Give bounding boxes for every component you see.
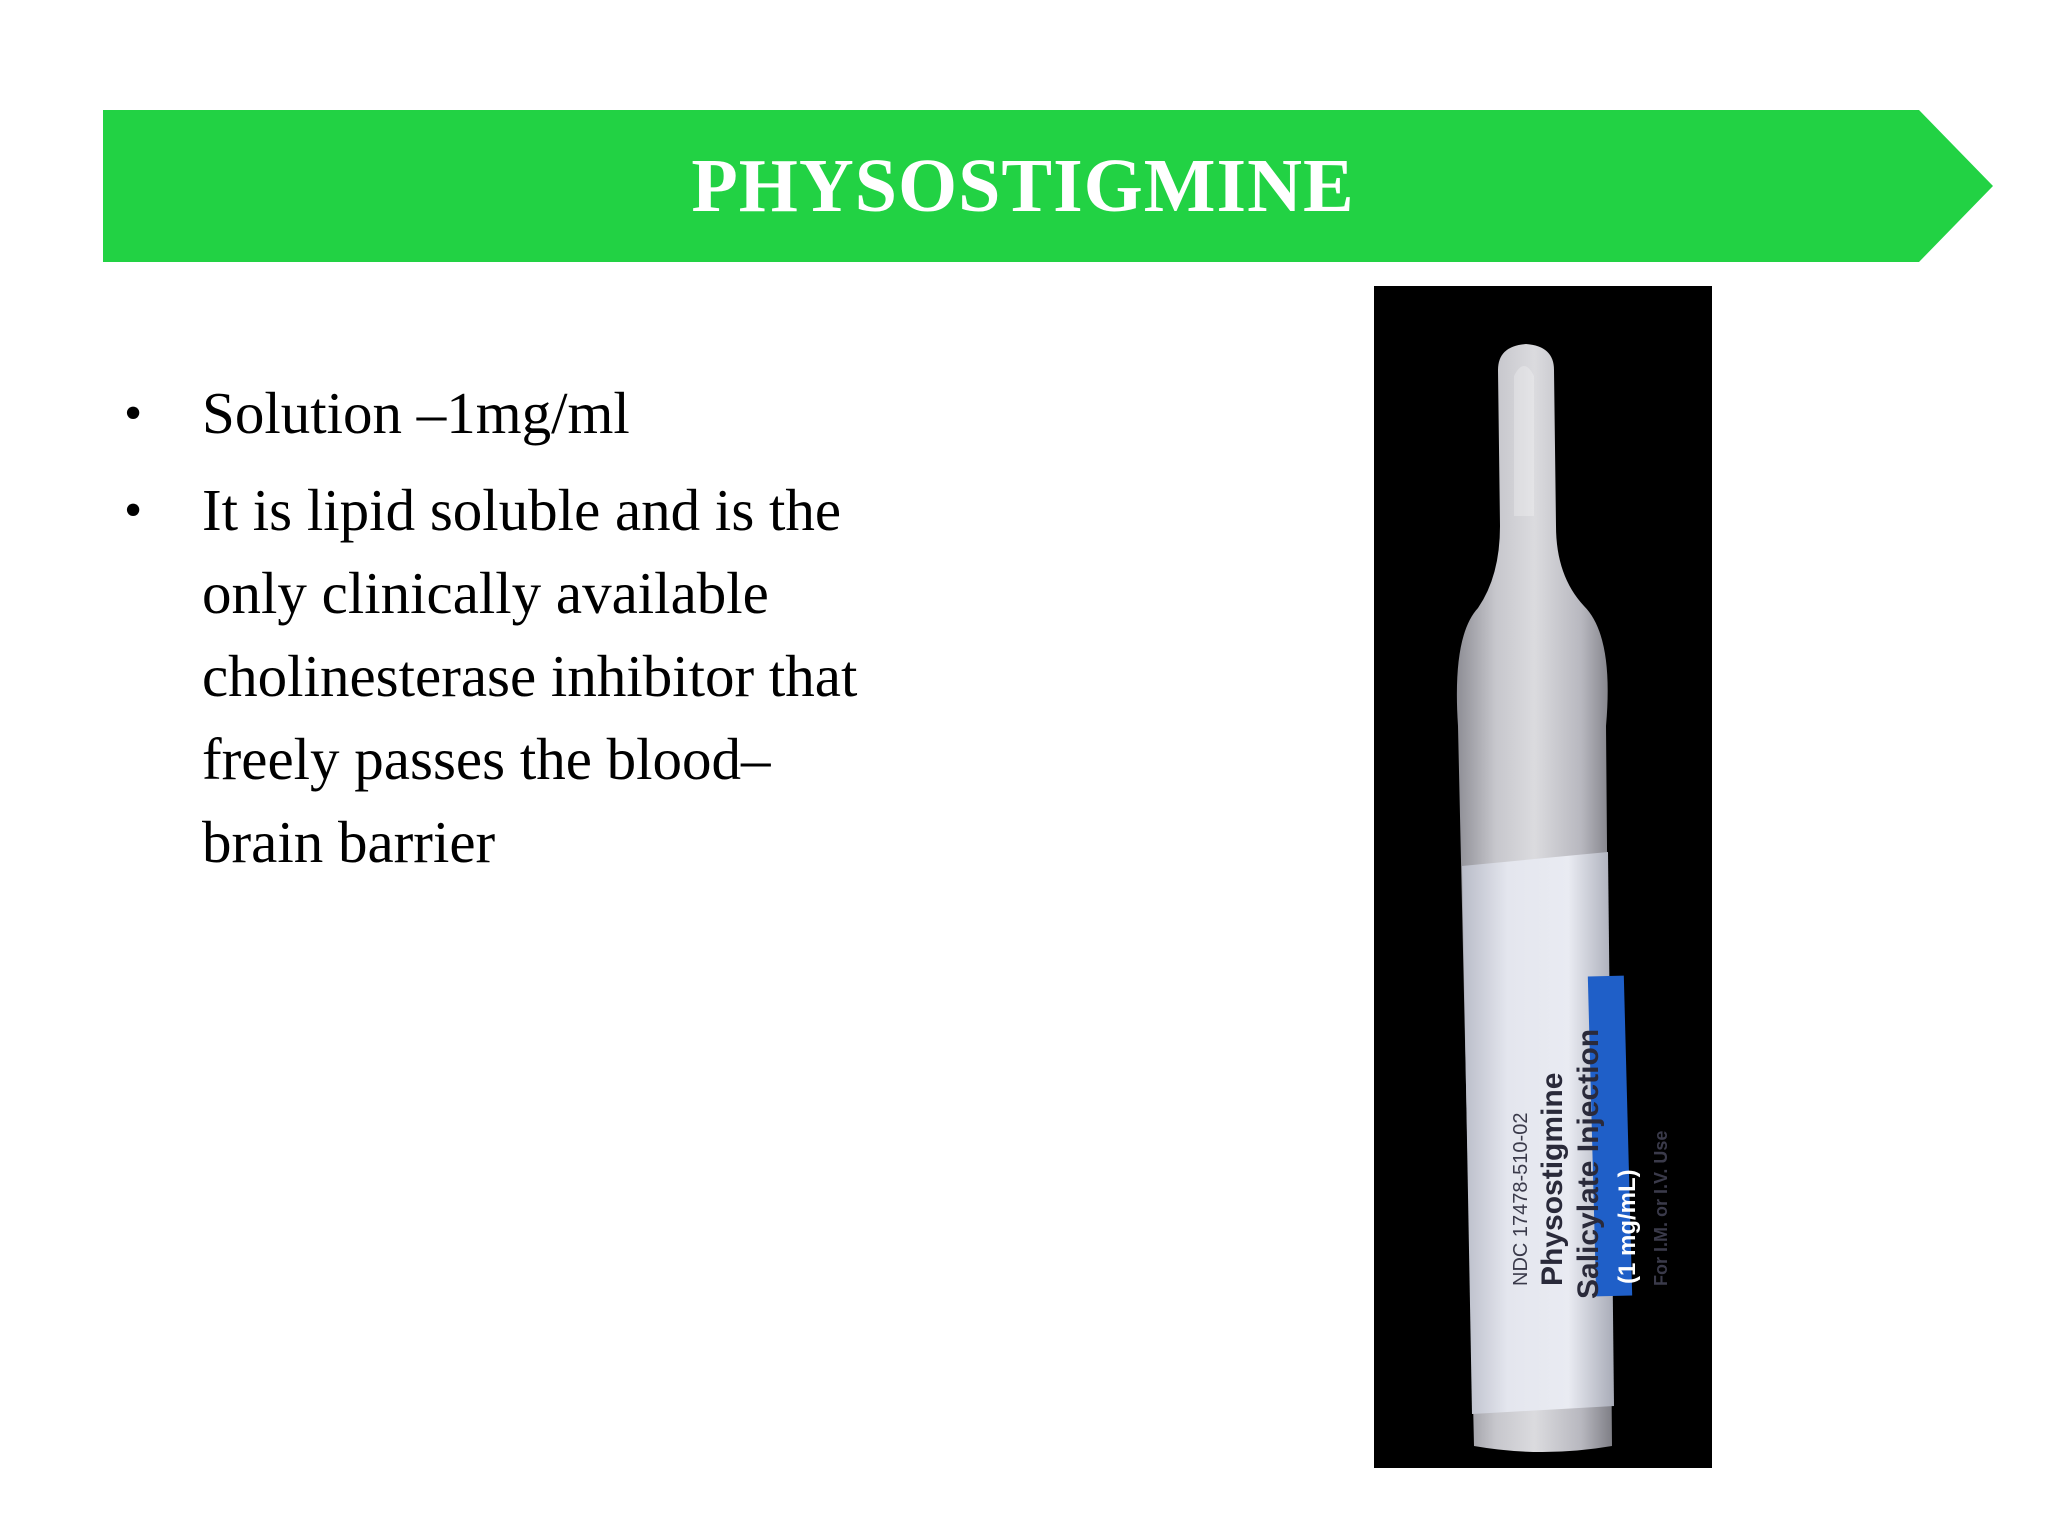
ampoule-route-label: For I.M. or I.V. Use bbox=[1651, 1130, 1671, 1286]
ampoule-name-line1: Physostigmine bbox=[1536, 1072, 1569, 1286]
bullet-text-line: It is lipid soluble and is the bbox=[202, 477, 842, 543]
bullet-marker: • bbox=[124, 482, 143, 539]
bullet-list bbox=[120, 372, 1000, 884]
ampoule-name-line2: Salicylate Injection bbox=[1572, 1028, 1605, 1299]
bullet-text-line: freely passes the blood– bbox=[202, 726, 771, 792]
bullet-item bbox=[120, 372, 1000, 455]
bullet-text-line: brain barrier bbox=[202, 809, 496, 875]
ampoule-ndc-label: NDC 17478-510-02 bbox=[1510, 1112, 1532, 1286]
slide-title: PHYSOSTIGMINE bbox=[691, 143, 1355, 228]
bullet-text: Solution –1mg/ml bbox=[202, 380, 630, 446]
bullet-item bbox=[120, 469, 1000, 884]
bullet-text-line: only clinically available bbox=[202, 560, 769, 626]
ampoule-dose-label: (1 mg/mL) bbox=[1614, 1169, 1641, 1284]
slide-body bbox=[120, 372, 1000, 898]
title-banner bbox=[103, 110, 1993, 262]
bullet-marker: • bbox=[124, 385, 143, 442]
ampoule-photo bbox=[1374, 286, 1712, 1468]
bullet-text-line: cholinesterase inhibitor that bbox=[202, 643, 858, 709]
ampoule-illustration bbox=[1374, 286, 1712, 1468]
